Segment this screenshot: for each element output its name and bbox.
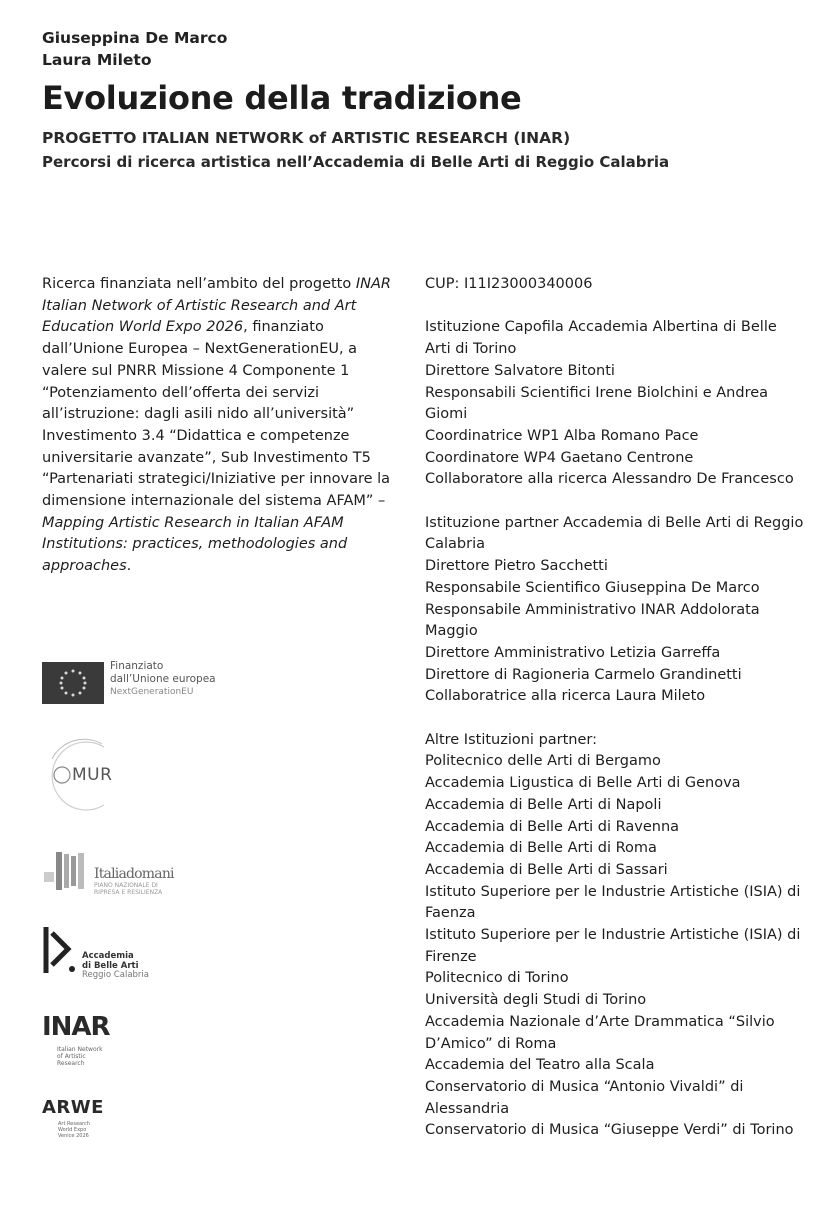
partner-item: Accademia del Teatro alla Scala [425, 1057, 655, 1074]
italiadomani-subtext: PIANO NAZIONALE DI RIPRESA E RESILIENZA [94, 882, 163, 896]
arwe-logo [42, 1097, 132, 1145]
credit-line: Responsabile Scientifico Giuseppina De Marco [425, 579, 760, 596]
lead-institution-block [425, 317, 805, 491]
author-name: Giuseppina De Marco [42, 29, 228, 47]
eu-logo-line: Finanziato [110, 660, 164, 672]
partner-item: Politecnico delle Arti di Bergamo [425, 753, 661, 770]
funding-mapping-title: Mapping Artistic Research in Italian AFAM Institutions: practices, methodologies and approaches [42, 514, 348, 575]
partner-item: Accademia Nazionale d’Arte Drammatica “Silvio D’Amico” di Roma [425, 1013, 775, 1052]
credit-line: Responsabili Scientifici Irene Biolchini e Andrea Giomi [425, 384, 769, 423]
italiadomani-logo [42, 850, 182, 896]
credit-line: Coordinatore WP4 Gaetano Centrone [425, 449, 694, 466]
credit-line: Responsabile Amministrativo INAR Addolorata Maggio [425, 601, 760, 640]
partner-item: Istituto Superiore per le Industrie Artistiche (ISIA) di Firenze [425, 927, 801, 965]
credit-line: Collaboratore alla ricerca Alessandro De Francesco [425, 471, 794, 488]
credit-line: Coordinatrice WP1 Alba Romano Pace [425, 427, 699, 444]
eu-logo-line: NextGenerationEU [110, 687, 194, 697]
partner-item: Accademia Ligustica di Belle Arti di Genova [425, 775, 741, 792]
partner-item: Accademia di Belle Arti di Roma [425, 840, 657, 857]
partner-item: Accademia di Belle Arti di Ravenna [425, 818, 680, 835]
inar-sub-line: of Artistic [57, 1053, 86, 1060]
arwe-logo-text: ARWE [42, 1097, 104, 1118]
credit-line: Direttore Pietro Sacchetti [425, 558, 608, 575]
eu-logo-line: dall’Unione europea [110, 673, 216, 685]
mur-logo [42, 735, 132, 815]
partner-institution-block [425, 513, 805, 708]
project-subtitle: PROGETTO ITALIAN NETWORK of ARTISTIC RESEARCH (INAR) [42, 129, 571, 147]
inar-sub-line: Italian Network [57, 1046, 103, 1053]
partner-item: Accademia di Belle Arti di Sassari [425, 861, 668, 878]
other-partners-heading: Altre Istituzioni partner: [425, 731, 598, 748]
partner-item: Conservatorio di Musica “Antonio Vivaldi” di Alessandria [425, 1078, 744, 1117]
partner-item: Politecnico di Torino [425, 970, 569, 987]
funding-statement [42, 274, 404, 578]
credit-line: Collaboratrice alla ricerca Laura Mileto [425, 688, 706, 705]
aba-logo-line: Accademia [82, 951, 134, 961]
partner-item: Istituto Superiore per le Industrie Artistiche (ISIA) di Faenza [425, 883, 801, 922]
mur-logo-text: MUR [72, 765, 113, 785]
inar-logo-subtext [57, 1046, 103, 1067]
credit-line: Direttore di Ragioneria Carmelo Grandinetti [425, 666, 742, 683]
aba-mark-icon [42, 925, 80, 975]
research-subtitle: Percorsi di ricerca artistica nell’Accademia di Belle Arti di Reggio Calabria [42, 153, 670, 171]
aba-reggio-logo [42, 925, 182, 985]
partner-item: Conservatorio di Musica “Giuseppe Verdi” di Torino [425, 1122, 794, 1139]
italiadomani-text: Italiadomani [94, 866, 174, 882]
aba-logo-line: Reggio Calabria [82, 970, 149, 980]
aba-logo-line: di Belle Arti [82, 960, 139, 971]
credit-line: Direttore Salvatore Bitonti [425, 362, 615, 379]
italiadomani-mark-icon [42, 850, 92, 894]
inar-logo-text: INAR [42, 1012, 110, 1042]
partner-item: Accademia di Belle Arti di Napoli [425, 796, 662, 813]
credit-line: Istituzione Capofila Accademia Albertina di Belle Arti di Torino [425, 319, 777, 358]
author-name: Laura Mileto [42, 51, 152, 69]
authors [42, 27, 227, 71]
arwe-logo-subtext [58, 1121, 90, 1139]
credit-line: Istituzione partner Accademia di Belle Arti di Reggio Calabria [425, 514, 804, 553]
eu-flag-icon [42, 662, 104, 704]
cup-code: CUP: I11I23000340006 [425, 276, 593, 292]
arwe-sub-line: World Expo [58, 1127, 87, 1133]
inar-sub-line: Research [57, 1060, 85, 1067]
funding-end: . [126, 558, 132, 575]
arwe-sub-line: Venice 2026 [58, 1133, 89, 1139]
funding-intro: Ricerca finanziata nell’ambito del progetto [42, 276, 352, 292]
credits-column [425, 274, 805, 1142]
funding-body: , finanziato dall’Unione Europea – NextGenerationEU, a valere sul PNRR Missione 4 Componente 1 “Potenziamento dell’offerta dei servizi all’istruzione: dagli asili nido all’università” Investimento 3.4 “Didattica e competenze universitarie avanzate”, Sub Investimento T5 “Partenariati strategici/Iniziative per innovare la dimensione internazionale del sistema AFAM” – [42, 319, 391, 510]
arwe-sub-line: Art Research [58, 1121, 90, 1127]
book-title: Evoluzione della tradizione [42, 79, 522, 117]
inar-logo [42, 1012, 132, 1074]
eu-logo-text [110, 660, 216, 699]
partner-item: Università degli Studi di Torino [425, 992, 647, 1009]
credit-line: Direttore Amministrativo Letizia Garreffa [425, 644, 721, 661]
funding-project-name: INAR Italian Network of Artistic Research and Art Education World Expo 2026 [42, 276, 391, 336]
other-partners-block [425, 730, 805, 1142]
aba-logo-text [82, 952, 149, 981]
